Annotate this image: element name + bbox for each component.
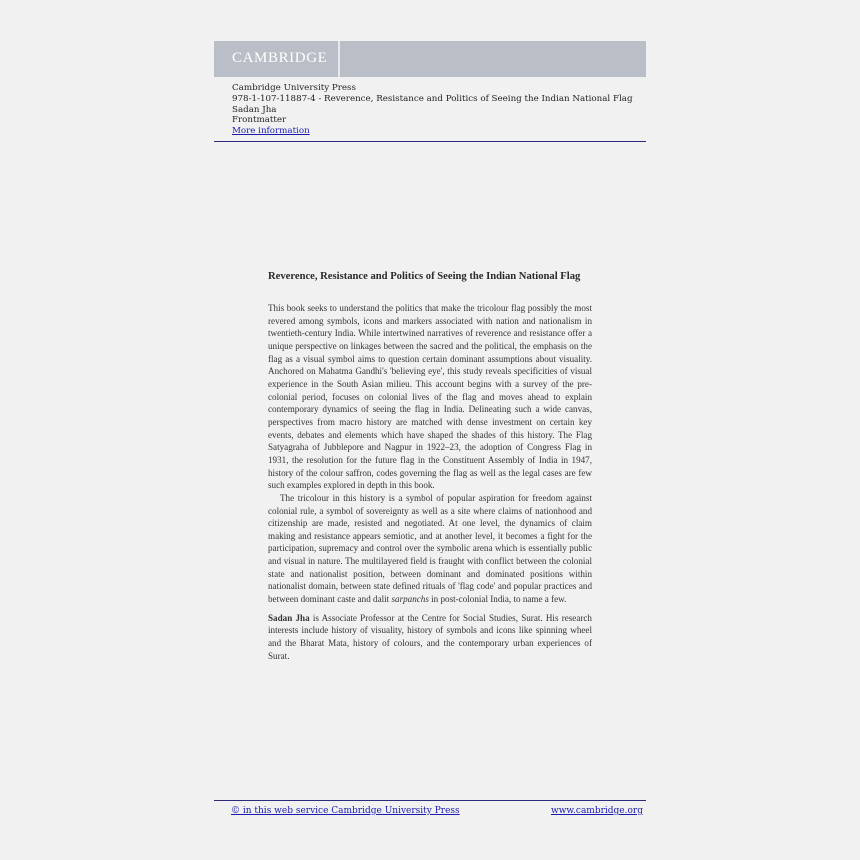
copyright-link[interactable]: © in this web service Cambridge University Press [231, 806, 460, 816]
logo-box [214, 41, 340, 77]
author-name: Sadan Jha [232, 104, 277, 115]
publisher-name: Cambridge University Press [232, 83, 356, 93]
section-name: Frontmatter [232, 115, 287, 126]
book-description [268, 302, 592, 662]
author-bio [268, 612, 592, 663]
paragraph-text: in post-colonial India, to name a few. [428, 594, 567, 605]
description-paragraph [268, 492, 592, 606]
cambridge-logo: CAMBRIDGE [232, 50, 328, 66]
italic-term: sarpanchs [391, 594, 429, 605]
book-metadata [232, 83, 633, 137]
header-divider [214, 141, 646, 142]
isbn-title: 978-1-107-11887-4 - Reverence, Resistance and Politics of Seeing the Indian National Flag [232, 93, 633, 104]
paragraph-text: The tricolour in this history is a symbol of popular aspiration for freedom against colonial rule, a symbol of sovereignty as well as a site where claims of nationhood and citizenship are made, resisted and negotiated. At one level, the dynamics of claim making and resistance appears semiotic, and at another level, it becomes a fight for the participation, supremacy and control over the symbolic arena which is essentially public and visual in nature. The multilayered field is fraught with conflict between the colonial state and nationalist position, between dominant and dominated positions within nationalist domain, between state defined rituals of 'flag code' and popular practices and between dominant caste and dalit [268, 492, 592, 605]
footer-divider [214, 800, 646, 801]
publisher-banner [214, 41, 646, 77]
website-link[interactable]: www.cambridge.org [551, 806, 643, 816]
author-bio-text: is Associate Professor at the Centre for Social Studies, Surat. His research interests include history of visuality, history of symbols and icons like spinning wheel and the Bharat Mata, history of colours, and the contemporary urban experiences of Surat. [268, 612, 592, 661]
author-bio-name: Sadan Jha [268, 612, 310, 623]
more-information-link[interactable]: More information [232, 126, 310, 137]
book-title: Reverence, Resistance and Politics of Seeing the Indian National Flag [268, 271, 581, 282]
description-paragraph: This book seeks to understand the politics that make the tricolour flag possibly the most revered among symbols, icons and markers associated with nation and nationalism in twentieth-century India. While intertwined narratives of reverence and resistance offer a unique perspective on linkages between the sacred and the political, the emphasis on the flag as a visual symbol aims to question certain dominant assumptions about visuality. Anchored on Mahatma Gandhi's 'believing eye', this study reveals specificities of visual experience in the South Asian milieu. This account begins with a survey of the pre-colonial period, focuses on colonial lives of the flag and moves ahead to explain contemporary dynamics of seeing the flag in India. Delineating such a wide canvas, perspectives from macro history are matched with dense investment on certain key events, debates and elements which have shaped the shades of this history. The Flag Satyagraha of Jubblepore and Nagpur in 1922–23, the adoption of Congress Flag in 1931, the resolution for the future flag in the Constituent Assembly of India in 1947, history of the colour saffron, codes governing the flag as well as the legal cases are few such examples explored in depth in this book. [268, 303, 592, 491]
